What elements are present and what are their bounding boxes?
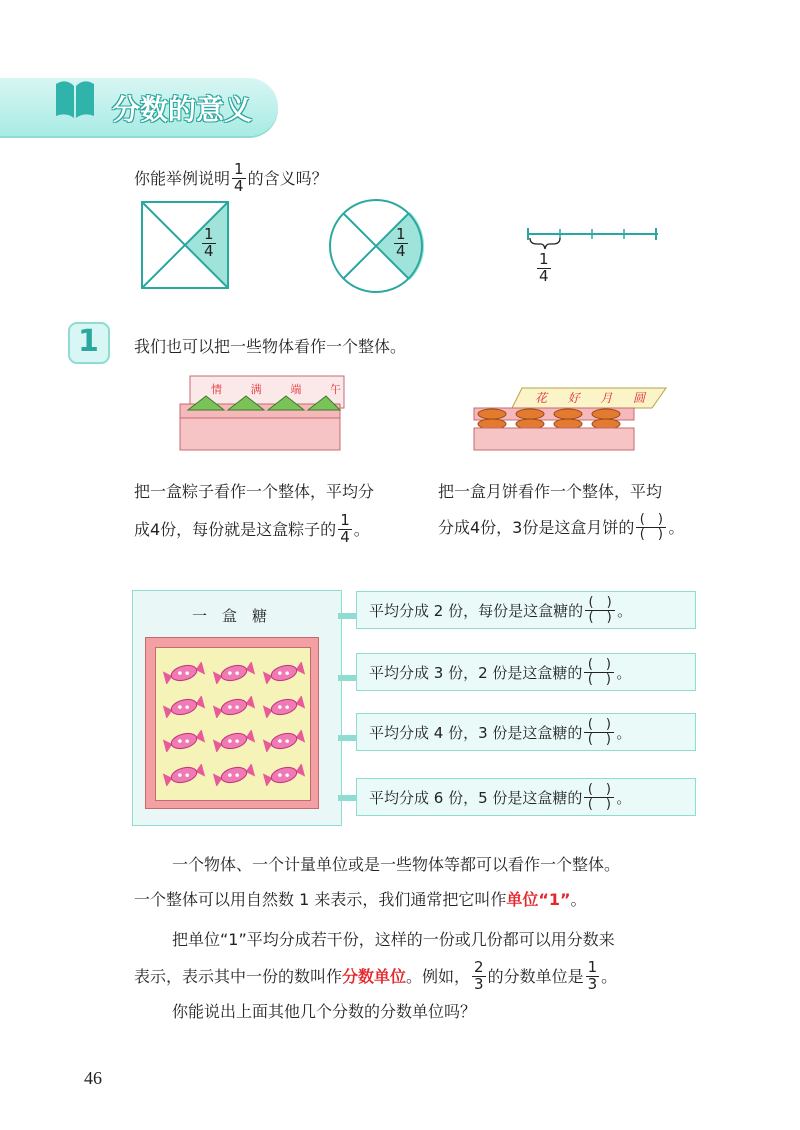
candy-icon [262, 696, 306, 718]
page-number: 46 [84, 1068, 102, 1088]
candy-row-2 [356, 653, 696, 691]
intro-fraction-num: 1 [234, 160, 244, 178]
blank-denominator[interactable]: ( ) [584, 797, 614, 812]
mooncake-label-char: 花 [535, 391, 548, 405]
candy-fraction-blank[interactable] [584, 783, 614, 811]
circle-fraction-den: 4 [396, 241, 406, 260]
mooncake-caption-end: 。 [668, 517, 685, 537]
example-fraction-2-3 [472, 960, 486, 993]
zongzi-caption-end: 。 [353, 519, 370, 539]
mooncake-caption-line2 [438, 513, 684, 541]
candy-row-text: 平均分成 2 份，每份是这盒糖的 [369, 601, 584, 620]
term-fraction-unit: 分数单位 [342, 966, 407, 986]
segment-fraction-label [537, 252, 551, 285]
body-paragraph-3: 你能说出上面其他几个分数的分数单位吗？ [172, 1002, 477, 1021]
fraction-num: 1 [587, 958, 598, 976]
circle-fraction-num: 1 [396, 225, 406, 243]
candy-row-3 [356, 713, 696, 751]
candy-box-title: 一 盒 糖 [192, 607, 268, 625]
candy-row-1 [356, 591, 696, 629]
candy-box-illustration [145, 637, 319, 809]
zongzi-label-char: 午 [329, 383, 341, 396]
intro-question-prefix: 你能举例说明 [134, 168, 231, 188]
book-icon [52, 76, 98, 122]
candy-icon [162, 730, 206, 752]
body-text: 一个整体可以用自然数 1 来表示，我们通常把它叫作 [134, 890, 507, 909]
candy-row-text: 平均分成 6 份，5 份是这盒糖的 [369, 788, 583, 807]
candy-icon [162, 662, 206, 684]
candy-row-end: 。 [616, 663, 632, 682]
body-paragraph-2-line1: 把单位“1”平均分成若干份，这样的一份或几份都可以用分数来 [172, 930, 615, 949]
candy-fraction-blank[interactable] [585, 596, 615, 624]
circle-quarter-figure [328, 198, 424, 294]
body-paragraph-1-line1: 一个物体、一个计量单位或是一些物体等都可以看作一个整体。 [172, 855, 621, 874]
candy-box-inner [155, 647, 311, 801]
blank-numerator[interactable]: ( ) [587, 656, 611, 672]
circle-fraction-label [394, 227, 408, 260]
blank-numerator[interactable]: ( ) [639, 512, 663, 527]
mooncake-box-label [535, 389, 645, 406]
zongzi-caption-line1: 把一盒粽子看作一个整体，平均分 [134, 482, 375, 501]
candy-row-4 [356, 778, 696, 816]
blank-denominator[interactable]: ( ) [584, 672, 614, 687]
zongzi-label-char: 端 [290, 383, 302, 396]
example-number: 1 [78, 324, 99, 359]
body-text: 表示，表示其中一份的数叫作 [134, 966, 343, 986]
section-title: 分数的意义 [112, 93, 253, 126]
segment-fraction-den: 4 [539, 266, 549, 285]
intro-fraction [232, 162, 246, 195]
square-fraction-label [202, 227, 216, 260]
body-text: 。 [570, 890, 587, 909]
candy-row-text: 平均分成 4 份，3 份是这盒糖的 [369, 723, 583, 742]
blank-denominator[interactable]: ( ) [585, 610, 615, 625]
mooncake-label-char: 圆 [632, 391, 645, 405]
candy-row-end: 。 [616, 723, 632, 742]
candy-icon [212, 662, 256, 684]
fraction-den: 3 [474, 974, 484, 993]
body-text: 。例如， [406, 966, 471, 986]
fraction-num: 2 [474, 958, 484, 976]
example-intro-text: 我们也可以把一些物体看作一个整体。 [134, 337, 407, 356]
blank-denominator[interactable]: ( ) [636, 527, 666, 542]
intro-fraction-den: 4 [234, 176, 244, 195]
blank-denominator[interactable]: ( ) [584, 732, 614, 747]
candy-row-text: 平均分成 3 份，2 份是这盒糖的 [369, 663, 583, 682]
intro-question-suffix: 的含义吗？ [247, 168, 328, 188]
blank-numerator[interactable]: ( ) [587, 716, 611, 732]
body-text: 。 [601, 966, 618, 986]
candy-fraction-blank[interactable] [584, 658, 614, 686]
mooncake-caption-text: 分成4份，3份是这盒月饼的 [438, 517, 635, 537]
blank-numerator[interactable]: ( ) [588, 594, 612, 610]
candy-row-end: 。 [616, 788, 632, 807]
mooncake-caption-line1: 把一盒月饼看作一个整体，平均 [438, 482, 663, 501]
candy-fraction-blank[interactable] [584, 718, 614, 746]
candy-icon [262, 662, 306, 684]
blank-numerator[interactable]: ( ) [587, 781, 611, 797]
fraction-den: 3 [587, 974, 598, 993]
zongzi-fraction-den: 4 [340, 527, 350, 546]
candy-icon [212, 730, 256, 752]
body-paragraph-2-line2 [134, 960, 617, 993]
zongzi-caption-line2 [134, 513, 370, 546]
zongzi-label-char: 情 [211, 383, 222, 396]
zongzi-fraction-num: 1 [340, 511, 350, 529]
candy-icon [162, 696, 206, 718]
intro-question [134, 162, 328, 195]
body-paragraph-1-line2 [134, 890, 587, 909]
square-quarter-figure [140, 200, 230, 290]
zongzi-caption-text: 成4份，每份就是这盒粽子的 [134, 519, 337, 539]
segment-fraction-num: 1 [539, 250, 549, 268]
mooncake-fraction-blank[interactable] [636, 513, 666, 541]
square-fraction-den: 4 [204, 241, 214, 260]
zongzi-fraction [338, 513, 352, 546]
mooncake-label-char: 月 [600, 391, 613, 405]
candy-icon [162, 764, 206, 786]
candy-icon [262, 730, 306, 752]
square-fraction-num: 1 [204, 225, 214, 243]
candy-icon [262, 764, 306, 786]
candy-row-end: 。 [617, 601, 633, 620]
candy-icon [212, 696, 256, 718]
mooncake-label-char: 好 [567, 391, 580, 405]
candy-icon [212, 764, 256, 786]
zongzi-box-label [211, 381, 341, 397]
zongzi-label-char: 满 [250, 383, 262, 396]
term-unit-one: 单位“1” [506, 890, 571, 909]
body-text: 的分数单位是 [487, 966, 584, 986]
example-fraction-1-3 [586, 960, 600, 993]
